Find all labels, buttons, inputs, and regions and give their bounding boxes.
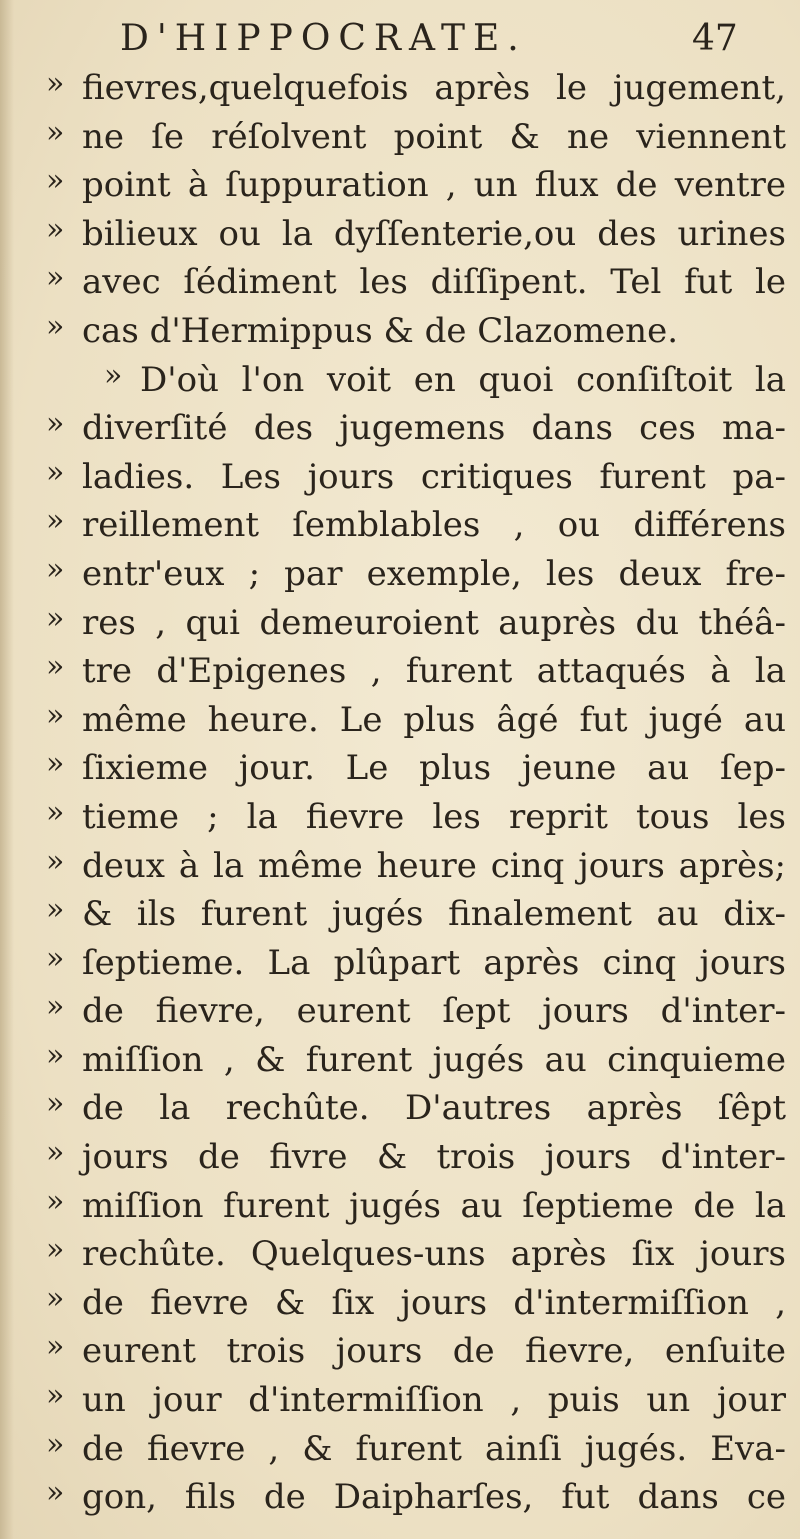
text-line	[46, 842, 786, 891]
line-text: un jour d'intermiſſion , puis un jour	[82, 1380, 786, 1421]
text-line	[46, 258, 786, 307]
quote-mark: »	[46, 454, 65, 490]
quote-mark: »	[46, 746, 65, 782]
quote-mark: »	[46, 1280, 65, 1316]
text-line	[46, 939, 786, 988]
text-line	[46, 599, 786, 648]
text-line	[46, 501, 786, 550]
body-text	[46, 64, 786, 1522]
text-line	[46, 1327, 786, 1376]
quote-mark: »	[46, 551, 65, 587]
quote-mark: »	[46, 649, 65, 685]
text-line	[46, 1425, 786, 1474]
line-text: tre d'Epigenes , furent attaqués à la	[82, 651, 786, 692]
line-text: point à ſuppuration , un flux de ventre	[82, 165, 786, 206]
text-line	[46, 647, 786, 696]
line-text: cas d'Hermippus & de Clazomene.	[82, 310, 678, 351]
line-text: jours de fivre & trois jours d'inter-	[82, 1137, 786, 1178]
quote-mark: »	[46, 1037, 65, 1073]
page-header	[0, 18, 800, 58]
line-text: D'où l'on voit en quoi conſiſtoit la	[140, 359, 786, 400]
quote-mark: »	[46, 843, 65, 879]
line-text: miſſion furent jugés au ſeptieme de la	[82, 1185, 786, 1226]
text-line	[46, 113, 786, 162]
quote-mark: »	[46, 114, 65, 150]
text-line	[46, 1376, 786, 1425]
text-line-paragraph-start	[46, 356, 786, 405]
line-text: rechûte. Quelques-uns après ſix jours	[82, 1234, 786, 1275]
text-line	[46, 1133, 786, 1182]
quote-mark: »	[46, 794, 65, 830]
text-line	[46, 1036, 786, 1085]
text-line	[46, 793, 786, 842]
quote-mark: »	[46, 1378, 65, 1414]
line-text: tieme ; la fievre les reprit tous les	[82, 796, 786, 837]
quote-mark: »	[46, 1426, 65, 1462]
line-text: diverſité des jugemens dans ces ma-	[82, 408, 786, 449]
line-text: bilieux ou la dyſſenterie,ou des urines	[82, 213, 786, 254]
line-text: ne ſe réſolvent point & ne viennent	[82, 116, 786, 157]
line-text: deux à la même heure cinq jours après;	[82, 845, 786, 886]
quote-mark: »	[46, 66, 65, 101]
text-line	[46, 1473, 786, 1522]
text-line	[46, 1084, 786, 1133]
quote-mark: »	[46, 600, 65, 636]
text-line	[46, 550, 786, 599]
quote-mark: »	[46, 260, 65, 296]
line-text: ſixieme jour. Le plus jeune au ſep-	[82, 748, 786, 789]
quote-mark: »	[104, 357, 123, 393]
line-text: ſeptieme. La plûpart après cinq jours	[82, 942, 786, 983]
text-line	[46, 1230, 786, 1279]
line-text: & ils furent jugés finalement au dix-	[82, 894, 786, 935]
line-text: de fievre & ſix jours d'intermiſſion ,	[82, 1282, 786, 1323]
text-line	[46, 64, 786, 113]
quote-mark: »	[46, 989, 65, 1025]
line-text: ladies. Les jours critiques furent pa-	[82, 456, 786, 497]
line-text: de fievre , & furent ainſi jugés. Eva-	[82, 1428, 786, 1469]
text-line	[46, 161, 786, 210]
quote-mark: »	[46, 697, 65, 733]
text-line	[46, 453, 786, 502]
text-line	[46, 1182, 786, 1231]
line-text: fievres,quelquefois après le jugement,	[82, 68, 786, 108]
running-head: D'HIPPOCRATE.	[120, 18, 527, 59]
quote-mark: »	[46, 1086, 65, 1122]
quote-mark: »	[46, 940, 65, 976]
quote-mark: »	[46, 503, 65, 539]
line-text: reillement ſemblables , ou différens	[82, 505, 786, 546]
text-line	[46, 890, 786, 939]
line-text: de fievre, eurent ſept jours d'inter-	[82, 991, 786, 1032]
line-text: entr'eux ; par exemple, les deux fre-	[82, 553, 786, 594]
quote-mark: »	[46, 1475, 65, 1511]
text-line	[46, 404, 786, 453]
quote-mark: »	[46, 1183, 65, 1219]
text-line	[46, 307, 786, 356]
line-text: de la rechûte. D'autres après ſêpt	[82, 1088, 786, 1129]
line-text: miſſion , & furent jugés au cinquieme	[82, 1039, 786, 1080]
line-text: avec ſédiment les diſſipent. Tel fut le	[82, 262, 786, 303]
line-text: res , qui demeuroient auprès du théâ-	[82, 602, 786, 643]
line-text: gon, fils de Daipharſes, fut dans ce	[82, 1477, 786, 1518]
quote-mark: »	[46, 163, 65, 199]
line-text: même heure. Le plus âgé fut jugé au	[82, 699, 786, 740]
text-line	[46, 1279, 786, 1328]
text-line	[46, 987, 786, 1036]
quote-mark: »	[46, 211, 65, 247]
quote-mark: »	[46, 1135, 65, 1171]
text-line	[46, 744, 786, 793]
quote-mark: »	[46, 406, 65, 442]
text-line	[46, 696, 786, 745]
line-text: eurent trois jours de fievre, enſuite	[82, 1331, 786, 1372]
quote-mark: »	[46, 1329, 65, 1365]
page-number: 47	[692, 18, 738, 59]
text-line	[46, 210, 786, 259]
quote-mark: »	[46, 892, 65, 928]
quote-mark: »	[46, 1232, 65, 1268]
page-gutter-shadow	[0, 0, 14, 1539]
quote-mark: »	[46, 308, 65, 344]
